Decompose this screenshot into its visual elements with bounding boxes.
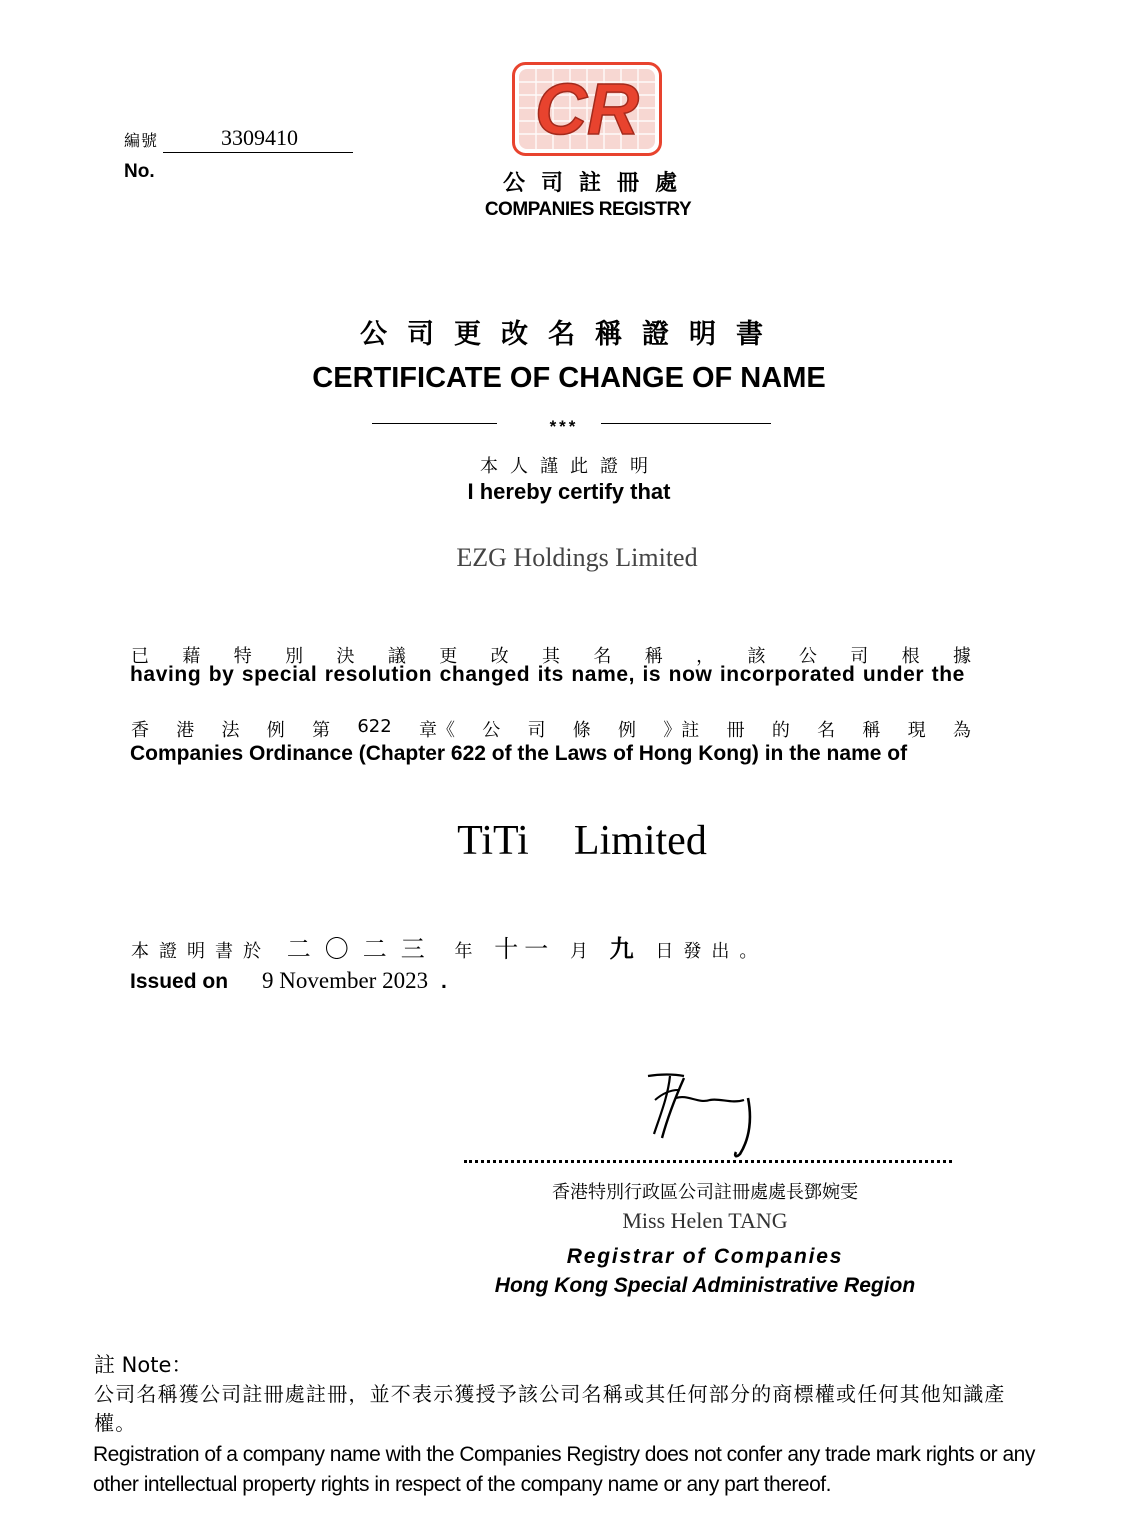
paragraph-glyph: 議 [387,646,406,667]
note-text-zh: 公司名稱獲公司註冊處註冊，並不表示獲授予該公司名稱或其任何部分的商標權或任何其他知識產權。 [94,1382,1006,1435]
registry-name-en: COMPANIES REGISTRY [484,199,692,220]
paragraph-glyph: 稱 [862,720,881,741]
issued-month-zh: 十一 [494,935,555,963]
paragraph-glyph: 的 [771,720,790,741]
paragraph-glyph: 更 [439,646,458,667]
paragraph-glyph: ， [696,646,715,667]
title-divider-right [601,423,771,424]
paragraph-glyph: 港 [176,720,195,741]
registrar-title: Registrar of Companies [566,1245,844,1268]
paragraph-glyph: 》註 [663,720,700,741]
certificate-number-label-en: No. [124,161,155,182]
issued-day-zh: 九 [609,935,634,963]
paragraph-glyph: 改 [490,646,509,667]
issued-date-zh [131,929,777,964]
paragraph-glyph: 第 [312,720,331,741]
issued-month-unit-zh: 月 [569,941,588,962]
paragraph-line1-en: having by special resolution changed its name, is now incorporated under the [130,663,965,686]
title-zh: 公司更改名稱證明書 [360,319,783,350]
paragraph-glyph: 公 [798,646,817,667]
paragraph-glyph: 名 [817,720,836,741]
paragraph-glyph: 香 [131,720,149,741]
paragraph-glyph: 藉 [182,646,201,667]
paragraph-glyph: 該 [747,646,766,667]
paragraph-glyph: 稱 [644,646,663,667]
issued-prefix-zh: 本證明書於 [131,941,271,962]
issued-year-unit-zh: 年 [454,941,473,962]
paragraph-glyph: 例 [618,720,637,741]
signature-line [464,1160,952,1163]
issued-on-period: . [441,970,447,993]
registrar-name-en: Miss Helen TANG [622,1208,788,1233]
paragraph-glyph: 例 [266,720,285,741]
paragraph-glyph: 決 [336,646,355,667]
note-label: 註 Note： [94,1353,193,1377]
companies-registry-logo [512,62,662,156]
note-text-en: Registration of a company name with the Companies Registry does not confer any trade mark rights or any other intellectual property rights in respect of the company name or any part thereof. [93,1443,1035,1496]
certify-zh: 本人謹此證明 [480,456,660,477]
paragraph-glyph: 據 [953,646,971,667]
paragraph-glyph: 為 [952,720,971,741]
paragraph-glyph: 條 [572,720,591,741]
certificate-number-value: 3309410 [163,124,353,153]
paragraph-line2-zh [131,716,971,742]
paragraph-glyph: 其 [542,646,560,667]
issued-on-label: Issued on [130,970,229,993]
paragraph-line2-en: Companies Ordinance (Chapter 622 of the Laws of Hong Kong) in the name of [130,742,908,765]
paragraph-glyph: 冊 [726,720,745,741]
title-divider-left [372,423,497,424]
old-company-name: EZG Holdings Limited [456,543,698,572]
issued-year-zh: 二〇二三 [286,935,439,963]
title-en: CERTIFICATE OF CHANGE OF NAME [312,362,826,394]
issued-suffix-zh: 日發出。 [655,941,768,962]
paragraph-glyph: 622 [357,716,392,737]
paragraph-glyph: 別 [285,646,304,667]
paragraph-glyph: 名 [593,646,612,667]
paragraph-glyph: 公 [482,720,501,741]
paragraph-glyph: 現 [907,720,926,741]
logo-text: CR [535,70,639,150]
registry-name-zh: 公司註冊處 [502,171,693,196]
title-ornament: *** [549,417,579,436]
certificate-number-label-zh: 編號 [124,131,159,150]
registrar-signature [640,1068,770,1163]
registrar-region: Hong Kong Special Administrative Region [494,1274,916,1297]
paragraph-glyph: 司 [850,646,869,667]
certify-en: I hereby certify that [467,479,671,504]
new-company-name: TiTi Limited [457,818,707,864]
issued-on-date: 9 November 2023 [262,968,429,993]
paragraph-glyph: 已 [131,646,149,667]
paragraph-glyph: 根 [901,646,920,667]
paragraph-glyph: 法 [221,720,240,741]
paragraph-glyph: 司 [527,720,546,741]
registrar-name-zh: 香港特別行政區公司註冊處處長鄧婉雯 [552,1182,858,1203]
paragraph-glyph: 章《 [418,720,455,741]
paragraph-glyph: 特 [233,646,252,667]
